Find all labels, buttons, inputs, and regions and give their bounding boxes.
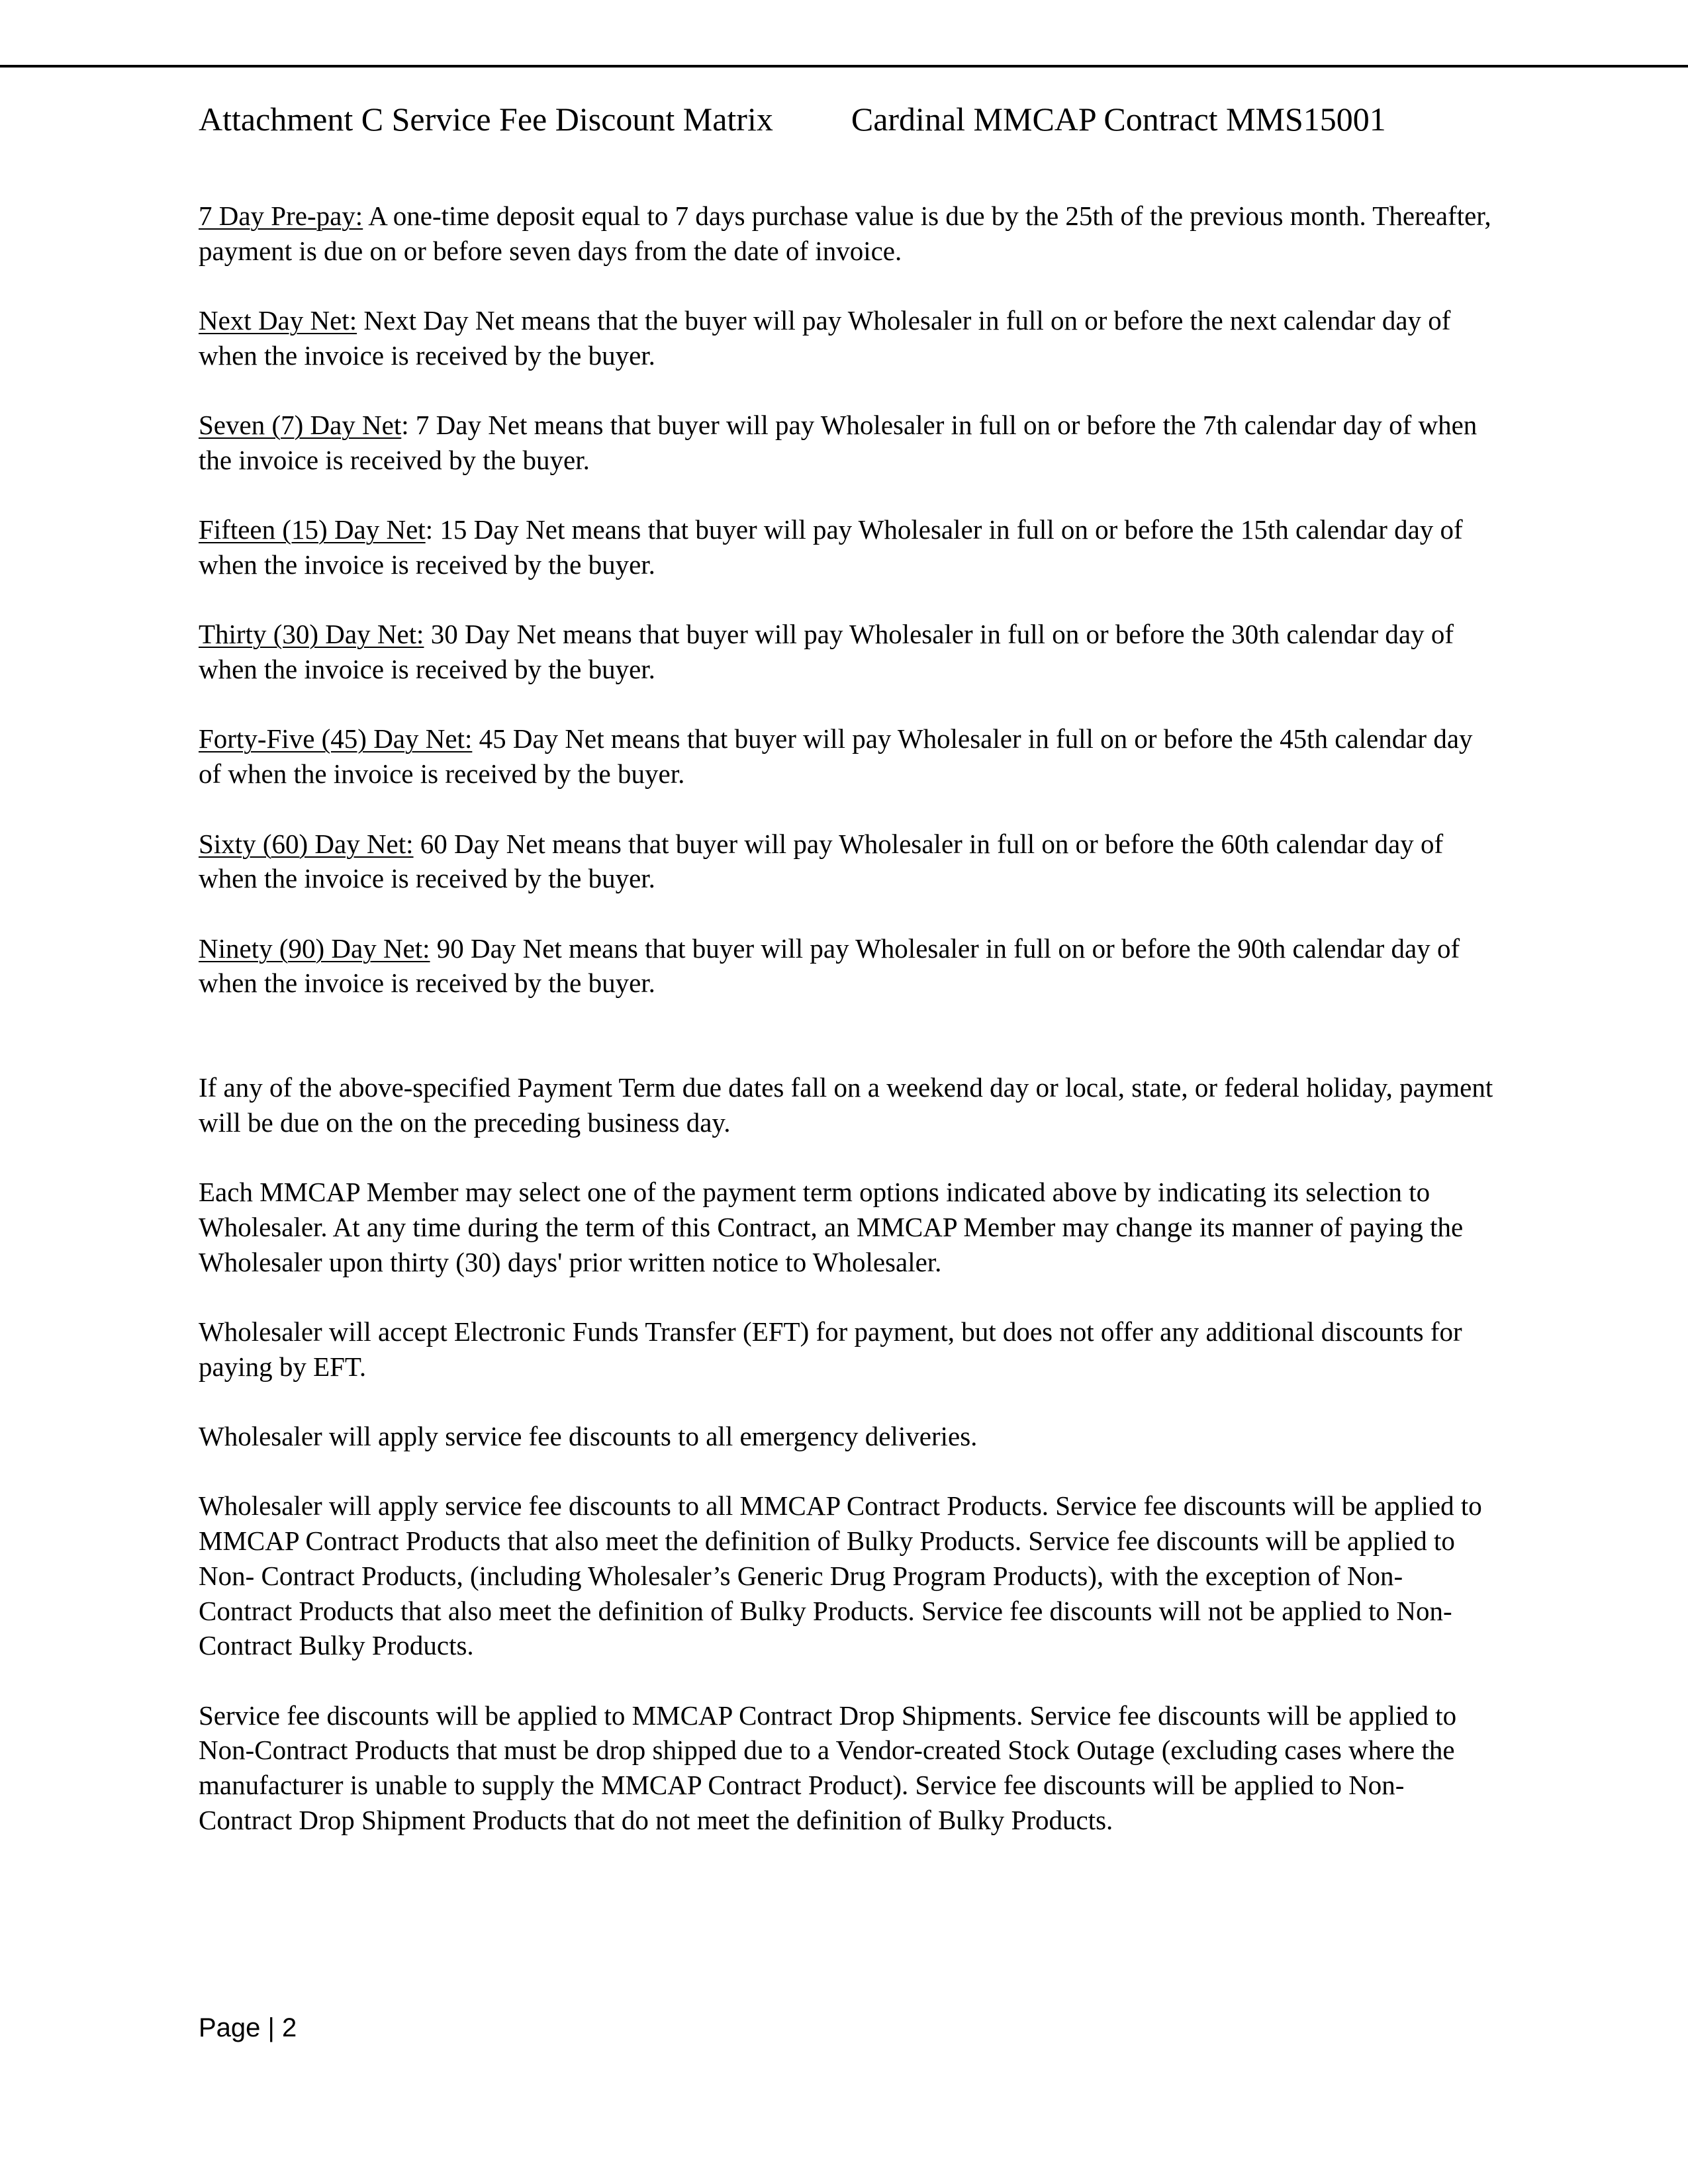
payment-term-description: : 7 Day Net means that buyer will pay Wholesaler in full on or before the 7th calendar day of when the invoice is received by the buyer. — [199, 410, 1477, 475]
payment-term-45-day — [199, 721, 1496, 791]
payment-term-15-day — [199, 512, 1496, 582]
page-header — [199, 95, 1523, 143]
payment-term-description: 45 Day Net means that buyer will pay Wholesaler in full on or before the 45th calendar day of when the invoice is received by the buyer. — [199, 723, 1473, 790]
payment-term-name: 7 Day Pre-pay: — [199, 201, 363, 231]
header-contract-title: Cardinal MMCAP Contract MMS15001 — [851, 101, 1386, 138]
paragraph-member-selection: Each MMCAP Member may select one of the payment term options indicated above by indicating its selection to Wholesaler. At any time during the term of this Contract, an MMCAP Member may change its manner of paying the Wholesaler upon thirty (30) days' prior written notice to Wholesaler. — [199, 1177, 1464, 1277]
payment-term-description: A one-time deposit equal to 7 days purchase value is due by the 25th of the previous month. Thereafter, payment is due on or before seven days from the date of invoice. — [199, 201, 1491, 266]
document-body — [199, 199, 1496, 1872]
header-document-title: Attachment C Service Fee Discount Matrix — [199, 101, 773, 138]
payment-term-description: Next Day Net means that the buyer will pay Wholesaler in full on or before the next calendar day of when the invoice is received by the buyer. — [199, 305, 1451, 371]
paragraph-drop-shipments: Service fee discounts will be applied to MMCAP Contract Drop Shipments. Service fee discounts will be applied to Non-Contract Products that must be drop shipped due to a Vendor-created Stock Outage (excluding cases where the manufacturer is unable to supply the MMCAP Contract Product). Service fee discounts will be applied to Non-Contract Drop Shipment Products that do not meet the definition of Bulky Products. — [199, 1700, 1457, 1835]
paragraph-emergency-deliveries: Wholesaler will apply service fee discounts to all emergency deliveries. — [199, 1421, 978, 1452]
payment-term-prepay — [199, 199, 1496, 268]
payment-term-7-day — [199, 408, 1496, 477]
page-number: Page | 2 — [199, 2013, 297, 2042]
payment-term-name: Seven (7) Day Net — [199, 410, 402, 441]
payment-term-description: 60 Day Net means that buyer will pay Wholesaler in full on or before the 60th calendar day of when the invoice is received by the buyer. — [199, 828, 1444, 894]
payment-term-30-day — [199, 617, 1496, 686]
payment-term-name: Thirty (30) Day Net: — [199, 619, 424, 650]
payment-term-60-day — [199, 827, 1496, 896]
payment-term-90-day — [199, 931, 1496, 1001]
payment-term-name: Next Day Net: — [199, 305, 357, 336]
top-horizontal-rule — [0, 65, 1688, 68]
paragraph-holiday-due-dates: If any of the above-specified Payment Term due dates fall on a weekend day or local, state, or federal holiday, payment will be due on the on the preceding business day. — [199, 1072, 1493, 1138]
payment-term-name: Forty-Five (45) Day Net: — [199, 723, 473, 754]
payment-term-description: 90 Day Net means that buyer will pay Wholesaler in full on or before the 90th calendar day of when the invoice is received by the buyer. — [199, 933, 1460, 999]
payment-term-name: Fifteen (15) Day Net — [199, 514, 426, 545]
payment-term-name: Ninety (90) Day Net: — [199, 933, 430, 964]
payment-term-name: Sixty (60) Day Net: — [199, 828, 414, 859]
payment-term-next-day — [199, 303, 1496, 373]
paragraph-contract-products: Wholesaler will apply service fee discounts to all MMCAP Contract Products. Service fee discounts will be applied to MMCAP Contract Products that also meet the definition of Bulky Products. Service fee discounts will be applied to Non- Contract Products, (including Wholesaler’s Generic Drug Program Products), with the exception of Non-Contract Products that also meet the definition of Bulky Products. Service fee discounts will not be applied to Non-Contract Bulky Products. — [199, 1490, 1482, 1661]
paragraph-eft: Wholesaler will accept Electronic Funds Transfer (EFT) for payment, but does not offer any additional discounts for paying by EFT. — [199, 1316, 1462, 1382]
payment-term-description: : 15 Day Net means that buyer will pay Wholesaler in full on or before the 15th calendar day of when the invoice is received by the buyer. — [199, 514, 1463, 580]
payment-term-description: 30 Day Net means that buyer will pay Wholesaler in full on or before the 30th calendar day of when the invoice is received by the buyer. — [199, 619, 1454, 685]
